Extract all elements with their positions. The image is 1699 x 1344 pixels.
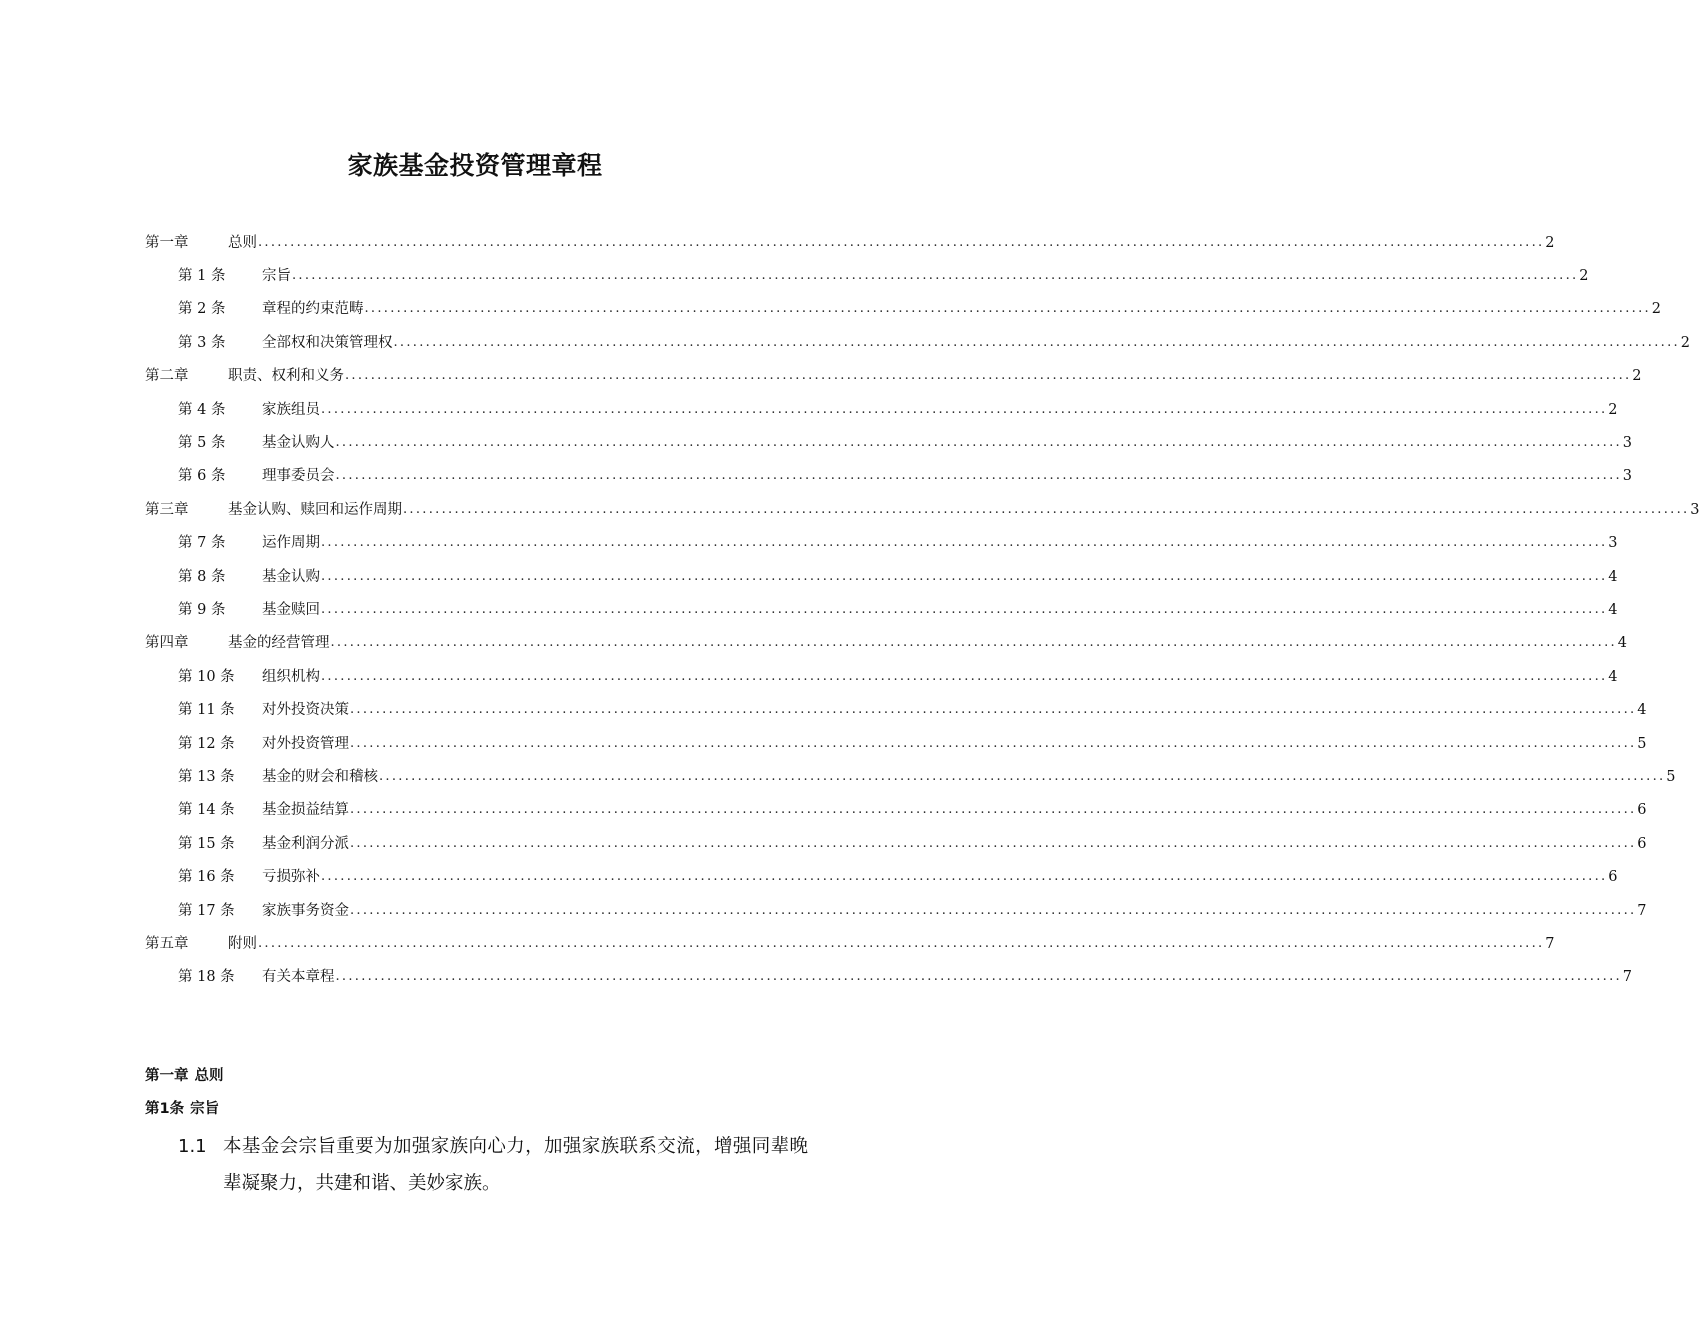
toc-article-entry[interactable] (145, 794, 1647, 827)
toc-dot-leader: ........................................................................................................................................................................................................ (321, 601, 1608, 617)
toc-entry-number: 第 6 条 (178, 468, 226, 485)
toc-dot-leader: ........................................................................................................................................................................................................ (330, 635, 1617, 651)
toc-entry-number: 第 12 条 (178, 735, 235, 752)
toc-article-entry[interactable] (145, 894, 1647, 927)
toc-entry-number: 第 17 条 (178, 902, 235, 919)
toc-article-entry[interactable] (145, 660, 1618, 693)
toc-chapter-entry[interactable] (145, 493, 1699, 526)
document-title: 家族基金投资管理章程 (347, 150, 603, 180)
toc-entry-title: 有关本章程 (262, 969, 335, 986)
toc-dot-leader: ........................................................................................................................................................................................................ (335, 435, 1622, 451)
toc-entry-number: 第 16 条 (178, 869, 235, 886)
toc-entry-page: 3 (1622, 468, 1632, 485)
toc-entry-page: 2 (1632, 368, 1642, 385)
toc-entry-number: 第二章 (145, 368, 189, 385)
toc-entry-title: 理事委员会 (262, 468, 335, 485)
toc-entry-number: 第 2 条 (178, 301, 226, 318)
toc-entry-title: 基金利润分派 (262, 835, 349, 852)
table-of-contents (145, 226, 1699, 994)
toc-dot-leader: ........................................................................................................................................................................................................ (335, 969, 1622, 985)
toc-entry-title: 组织机构 (262, 668, 320, 685)
toc-article-entry[interactable] (145, 827, 1647, 860)
toc-entry-title: 对外投资管理 (262, 735, 349, 752)
clause-paragraph (178, 1128, 808, 1202)
toc-entry-page: 3 (1690, 501, 1699, 518)
toc-article-entry[interactable] (145, 293, 1661, 326)
toc-entry-number: 第四章 (145, 635, 189, 652)
toc-dot-leader: ........................................................................................................................................................................................................ (292, 268, 1579, 284)
toc-article-entry[interactable] (145, 393, 1618, 426)
toc-chapter-entry[interactable] (145, 927, 1555, 960)
toc-entry-number: 第 4 条 (178, 401, 226, 418)
toc-article-entry[interactable] (145, 326, 1690, 359)
toc-dot-leader: ........................................................................................................................................................................................................ (321, 869, 1608, 885)
toc-dot-leader: ........................................................................................................................................................................................................ (393, 334, 1680, 350)
clause-number: 1.1 (178, 1136, 207, 1157)
toc-entry-page: 4 (1617, 635, 1627, 652)
toc-chapter-entry[interactable] (145, 226, 1555, 259)
toc-article-entry[interactable] (145, 527, 1618, 560)
toc-entry-number: 第 7 条 (178, 535, 226, 552)
toc-entry-page: 7 (1545, 935, 1555, 952)
toc-entry-number: 第 13 条 (178, 768, 235, 785)
toc-entry-page: 6 (1637, 835, 1647, 852)
chapter-heading-title: 总则 (194, 1068, 224, 1084)
toc-entry-page: 7 (1622, 969, 1632, 986)
toc-dot-leader: ........................................................................................................................................................................................................ (321, 568, 1608, 584)
toc-dot-leader: ........................................................................................................................................................................................................ (321, 535, 1608, 551)
toc-article-entry[interactable] (145, 426, 1632, 459)
toc-dot-leader: ........................................................................................................................................................................................................ (350, 802, 1637, 818)
toc-entry-number: 第 8 条 (178, 568, 226, 585)
article-heading-title: 宗旨 (190, 1101, 220, 1117)
toc-dot-leader: ........................................................................................................................................................................................................ (345, 368, 1632, 384)
toc-entry-number: 第 1 条 (178, 268, 226, 285)
toc-entry-page: 4 (1637, 702, 1647, 719)
toc-entry-number: 第 18 条 (178, 969, 235, 986)
toc-entry-number: 第五章 (145, 935, 189, 952)
toc-entry-title: 职责、权利和义务 (228, 368, 344, 385)
toc-article-entry[interactable] (145, 727, 1647, 760)
toc-article-entry[interactable] (145, 259, 1589, 292)
toc-article-entry[interactable] (145, 760, 1676, 793)
toc-entry-page: 3 (1622, 435, 1632, 452)
toc-entry-page: 3 (1608, 535, 1618, 552)
toc-chapter-entry[interactable] (145, 360, 1642, 393)
toc-entry-title: 家族事务资金 (262, 902, 349, 919)
toc-entry-title: 家族组员 (262, 401, 320, 418)
toc-entry-number: 第一章 (145, 234, 189, 251)
toc-entry-page: 5 (1637, 735, 1647, 752)
toc-article-entry[interactable] (145, 860, 1618, 893)
chapter-heading-number: 第一章 (145, 1068, 189, 1084)
toc-entry-title: 基金认购 (262, 568, 320, 585)
toc-dot-leader: ........................................................................................................................................................................................................ (350, 835, 1637, 851)
article-heading-number: 第1条 (145, 1101, 185, 1117)
toc-entry-page: 4 (1608, 601, 1618, 618)
toc-entry-title: 基金认购人 (262, 435, 335, 452)
toc-entry-title: 章程的约束范畴 (262, 301, 364, 318)
toc-entry-title: 对外投资决策 (262, 702, 349, 719)
toc-entry-title: 附则 (228, 935, 257, 952)
toc-article-entry[interactable] (145, 961, 1632, 994)
toc-entry-page: 6 (1608, 869, 1618, 886)
toc-entry-page: 2 (1680, 334, 1690, 351)
toc-entry-page: 7 (1637, 902, 1647, 919)
toc-entry-title: 基金的经营管理 (228, 635, 330, 652)
toc-dot-leader: ........................................................................................................................................................................................................ (364, 301, 1651, 317)
toc-entry-number: 第 9 条 (178, 601, 226, 618)
toc-dot-leader: ........................................................................................................................................................................................................ (258, 935, 1545, 951)
toc-entry-number: 第 14 条 (178, 802, 235, 819)
toc-dot-leader: ........................................................................................................................................................................................................ (379, 768, 1666, 784)
toc-entry-page: 2 (1608, 401, 1618, 418)
toc-entry-title: 基金认购、赎回和运作周期 (228, 501, 402, 518)
toc-entry-number: 第 3 条 (178, 334, 226, 351)
toc-entry-number: 第 11 条 (178, 702, 235, 719)
toc-chapter-entry[interactable] (145, 627, 1627, 660)
toc-entry-title: 宗旨 (262, 268, 291, 285)
toc-dot-leader: ........................................................................................................................................................................................................ (350, 902, 1637, 918)
toc-article-entry[interactable] (145, 460, 1632, 493)
toc-entry-title: 总则 (228, 234, 257, 251)
toc-entry-title: 亏损弥补 (262, 869, 320, 886)
toc-dot-leader: ........................................................................................................................................................................................................ (335, 468, 1622, 484)
toc-entry-page: 5 (1666, 768, 1676, 785)
toc-dot-leader: ........................................................................................................................................................................................................ (258, 234, 1545, 250)
toc-dot-leader: ........................................................................................................................................................................................................ (321, 668, 1608, 684)
toc-entry-number: 第 10 条 (178, 668, 235, 685)
toc-entry-title: 基金赎回 (262, 601, 320, 618)
toc-entry-title: 基金的财会和稽核 (262, 768, 378, 785)
toc-entry-number: 第 5 条 (178, 435, 226, 452)
article-heading (145, 1099, 219, 1119)
toc-dot-leader: ........................................................................................................................................................................................................ (350, 702, 1637, 718)
toc-entry-page: 4 (1608, 568, 1618, 585)
toc-entry-page: 2 (1579, 268, 1589, 285)
toc-article-entry[interactable] (145, 560, 1618, 593)
toc-entry-number: 第三章 (145, 501, 189, 518)
toc-dot-leader: ........................................................................................................................................................................................................ (350, 735, 1637, 751)
toc-dot-leader: ........................................................................................................................................................................................................ (403, 501, 1690, 517)
toc-entry-page: 2 (1545, 234, 1555, 251)
toc-entry-number: 第 15 条 (178, 835, 235, 852)
toc-article-entry[interactable] (145, 593, 1618, 626)
toc-article-entry[interactable] (145, 693, 1647, 726)
chapter-heading (145, 1066, 224, 1086)
toc-entry-title: 基金损益结算 (262, 802, 349, 819)
clause-text: 本基金会宗旨重要为加强家族向心力，加强家族联系交流，增强同辈晚辈凝聚力，共建和谐、美妙家族。 (223, 1136, 808, 1194)
toc-entry-title: 运作周期 (262, 535, 320, 552)
toc-entry-page: 4 (1608, 668, 1618, 685)
toc-entry-title: 全部权和决策管理权 (262, 334, 393, 351)
toc-entry-page: 6 (1637, 802, 1647, 819)
toc-dot-leader: ........................................................................................................................................................................................................ (321, 401, 1608, 417)
toc-entry-page: 2 (1651, 301, 1661, 318)
